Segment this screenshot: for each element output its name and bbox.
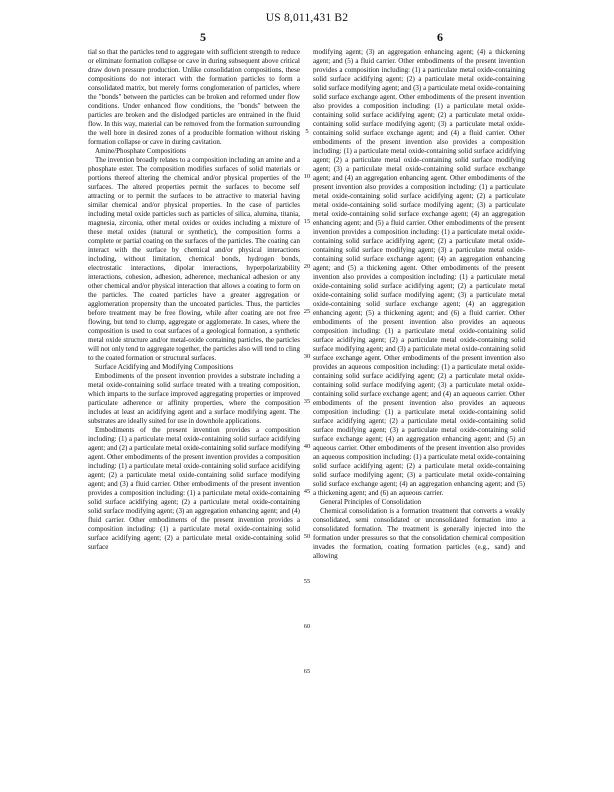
line-number: 20 [303,263,311,270]
line-number: 10 [303,173,311,180]
paragraph: Embodiments of the present invention provides a substrate including a metal oxide-containing solid surface treated with a treating composition, which imparts to the surface improved aggregating properties or improved particulate adherence or affinity properties, where the composition includes at least an acidifying agent and a surface modifying agent. The substrates are ideally suited for use in downhole applications. [88,372,300,425]
patent-number-header: US 8,011,431 B2 [265,12,349,24]
line-number: 45 [303,488,311,495]
line-number: 60 [303,623,311,630]
line-number: 65 [303,668,311,675]
paragraph: tial so that the particles tend to aggregate with sufficient strength to reduce or eliminate formation collapse or cave in during subsequent above critical draw down pressure production. Unlike consolidation compositions, these compositions do not interact with the formation particles to form a consolidated matrix, but merely forms conglomeration of particles, where the "bonds" between the particles can be broken and reformed under flow conditions. Under enhanced flow conditions, the "bonds" between the particles are broken and the dislodged particles are entrained in the fluid flow. In this way, material can be removed from the formation surrounding the well bore in desired zones of a producible formation without risking formation collapse or cave in during cavitation. [88,48,300,146]
paragraph: The invention broadly relates to a composition including an amine and a phosphate ester. The composition modifies surfaces of solid materials or portions thereof altering the chemical and/or physical properties of the surfaces. The altered properties permit the surfaces to become self attracting or to permit the surfaces to be attractive to material having similar chemical and/or physical properties. In the case of particles including metal oxide particles such as particles of silica, alumina, titania, magnesia, zirconia, other metal oxides or oxides including a mixture of these metal oxides (natural or synthetic), the composition forms a complete or partial coating on the surfaces of the particles. The coating can interact with the surface by chemical and/or physical interactions including, without limitation, chemical bonds, hydrogen bonds, electrostatic interactions, dipolar interactions, hyperpolarizability interactions, cohesion, adhesion, adherence, mechanical adhesion or any other chemical and/or physical interaction that allows a coating to form on the particles. The coated particles have a greater aggregation or agglomeration propensity than the uncoated particles. Thus, the particles before treatment may be free flowing, while after coating are not free flowing, but tend to clump, aggregate or agglomerate. In cases, where the composition is used to coat surfaces of a geological formation, a synthetic metal oxide structure and/or metal-oxide containing particles, the particles will not only tend to aggregate together, the particles also will tend to cling to the coated formation or structural surfaces. [88,156,300,362]
left-column [88,48,300,552]
line-number: 5 [305,128,309,135]
line-number: 35 [303,398,311,405]
section-heading: Amine/Phosphate Compositions [95,147,187,155]
section-heading: Surface Acidifying and Modifying Compositions [95,363,234,371]
page-number-left: 5 [200,30,206,44]
page-number-right: 6 [437,30,443,44]
line-number: 15 [303,218,311,225]
paragraph: Embodiments of the present invention provides a composition including: (1) a particulate metal oxide-containing solid surface acidifying agent; and (2) a particulate metal oxide-containing solid surface modifying agent. Other embodiments of the present invention provides a composition including: (1) a particulate metal oxide-containing solid surface acidifying agent; (2) a particulate metal oxide-containing solid surface modifying agent; and (3) a fluid carrier. Other embodiments of the present invention provides a composition including: (1) a particulate metal oxide-containing solid surface acidifying agent; (2) a particulate metal oxide-containing solid surface modifying agent; (3) an aggregation enhancing agent; and (4) fluid carrier. Other embodiments of the present invention provides a composition including: (1) a particulate metal oxide-containing solid surface acidifying agent; (2) a particulate metal oxide-containing solid surface [88,426,300,551]
line-number: 50 [303,533,311,540]
paragraph: Chemical consolidation is a formation treatment that converts a weakly consolidated, semi consolidated or unconsolidated formation into a consolidated formation. The treatment is generally injected into the formation under pressures so that the consolidation chemical composition invades the formation, coating formation particles (e.g., sand) and allowing [313,507,525,560]
section-heading: General Principles of Consolidation [320,498,422,506]
line-number: 40 [303,443,311,450]
right-column [313,48,525,561]
line-number: 25 [303,308,311,315]
line-number: 55 [303,578,311,585]
line-number: 30 [303,353,311,360]
paragraph: modifying agent; (3) an aggregation enhancing agent; (4) a thickening agent; and (5) a fluid carrier. Other embodiments of the present invention provides a composition including: (1) a particulate metal oxide-containing solid surface acidifying agent; (2) a particulate metal oxide-containing solid surface modifying agent; and (3) a particulate metal oxide-containing solid surface exchange agent. Other embodiments of the present invention also provides a composition including: (1) a particulate metal oxide-containing solid surface acidifying agent; (2) a particulate metal oxide-containing solid surface modifying agent; (3) a particulate metal oxide-containing solid surface exchange agent; and (4) a fluid carrier. Other embodiments of the present invention also provides a composition including: (1) a particulate metal oxide-containing solid surface acidifying agent; (2) a particulate metal oxide-containing solid surface modifying agent; (3) a particulate metal oxide-containing solid surface exchange agent; and (4) an aggregation enhancing agent. Other embodiments of the present invention also provides a composition including: (1) a particulate metal oxide-containing solid surface acidifying agent; (2) a particulate metal oxide-containing solid surface modifying agent; (3) a particulate metal oxide-containing solid surface exchange agent; (4) an aggregation enhancing agent; and (5) a fluid carrier. Other embodiments of the present invention provides a composition including: (1) a particulate metal oxide-containing solid surface acidifying agent; (2) a particulate metal oxide-containing solid surface modifying agent; (3) a particulate metal oxide-containing solid surface exchange agent; (4) an aggregation enhancing agent; and (5) a thickening agent. Other embodiments of the present invention also provides a composition including: (1) a particulate metal oxide-containing solid surface acidifying agent; (2) a particulate metal oxide-containing solid surface modifying agent; (3) a particulate metal oxide-containing solid surface exchange agent; (4) an aggregation enhancing agent; (5) a thickening agent; and (6) a fluid carrier. Other embodiments of the present invention also provides an aqueous composition including: (1) a particulate metal oxide-containing solid surface acidifying agent; (2) a particulate metal oxide-containing solid surface modifying agent; and (3) a particulate metal oxide-containing solid surface exchange agent. Other embodiments of the present invention also provides an aqueous composition including: (1) a particulate metal oxide-containing solid surface acidifying agent; (2) a particulate metal oxide-containing solid surface modifying agent; (3) a particulate metal oxide-containing solid surface exchange agent; and (4) an aqueous carrier. Other embodiments of the present invention also provides an aqueous composition including: (1) a particulate metal oxide-containing solid surface acidifying agent; (2) a particulate metal oxide-containing solid surface modifying agent; (3) a particulate metal oxide-containing solid surface exchange agent; (4) an aggregation enhancing agent; and (5) an aqueous carrier. Other embodiments of the present invention also provides an aqueous composition including: (1) a particulate metal oxide-containing solid surface acidifying agent; (2) a particulate metal oxide-containing solid surface modifying agent; (3) a particulate metal oxide-containing solid surface exchange agent; (4) an aggregation enhancing agent; and (5) a thickening agent; and (6) an aqueous carrier. [313,48,525,497]
